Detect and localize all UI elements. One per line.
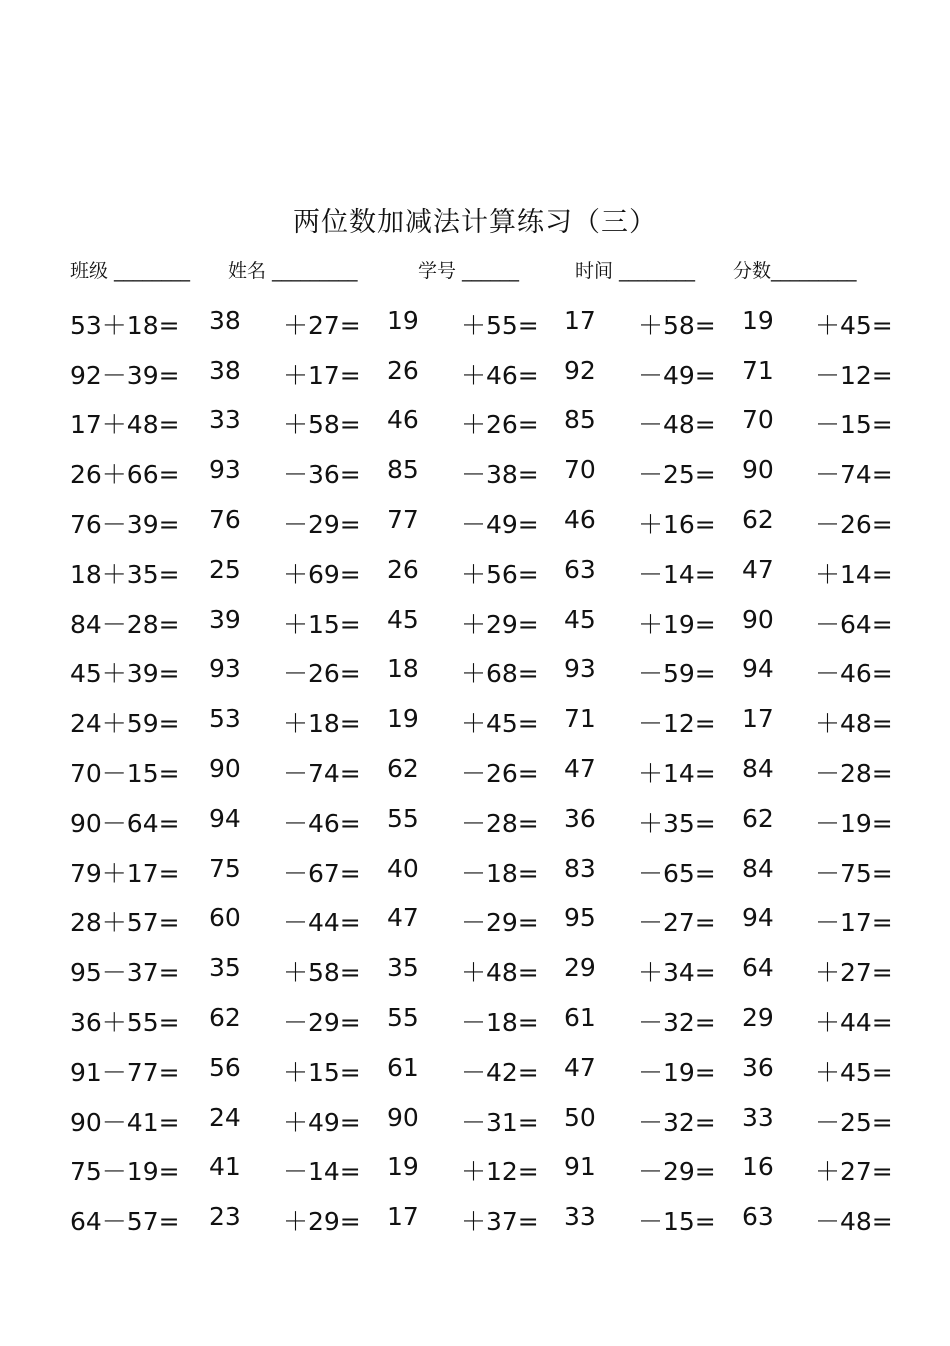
problem-expression: ＋29= [283,1207,361,1236]
problem-expression: －19= [815,809,893,838]
problem-row [0,754,950,788]
problem-expression: －36= [283,460,361,489]
problem-expression: －25= [815,1108,893,1137]
problem-expression: 91－77= [70,1058,180,1087]
problem-expression: －46= [815,659,893,688]
problem-number: 35 [209,953,241,982]
problem-expression: ＋16= [638,510,716,539]
problem-expression: ＋58= [283,410,361,439]
problem-expression: －29= [461,908,539,937]
problem-number: 53 [209,704,241,733]
problem-expression: －48= [638,410,716,439]
problem-expression: ＋56= [461,560,539,589]
problem-row [0,903,950,937]
problem-row [0,953,950,987]
problem-expression: ＋46= [461,361,539,390]
problem-expression: 76－39= [70,510,180,539]
problem-expression: －38= [461,460,539,489]
problem-number: 33 [209,405,241,434]
problem-row [0,804,950,838]
problem-row [0,854,950,888]
problem-number: 47 [564,754,596,783]
problem-row [0,1103,950,1137]
problem-row [0,505,950,539]
problem-expression: －28= [815,759,893,788]
problem-expression: 92－39= [70,361,180,390]
problem-number: 75 [209,854,241,883]
problem-expression: 75－19= [70,1157,180,1186]
problem-number: 90 [742,605,774,634]
problem-number: 70 [742,405,774,434]
problem-expression: ＋44= [815,1008,893,1037]
problem-expression: ＋18= [283,709,361,738]
problem-number: 93 [209,654,241,683]
problem-row [0,1202,950,1236]
student-id-field: 学号 ______ [418,260,520,282]
problem-expression: －48= [815,1207,893,1236]
problem-expression: 64－57= [70,1207,180,1236]
problem-expression: －27= [638,908,716,937]
problem-expression: －26= [815,510,893,539]
problem-number: 45 [387,605,419,634]
problem-number: 62 [387,754,419,783]
problem-expression: 24＋59= [70,709,180,738]
problem-number: 47 [387,903,419,932]
problem-expression: ＋19= [638,610,716,639]
problem-expression: －65= [638,859,716,888]
problem-expression: 18＋35= [70,560,180,589]
problem-expression: ＋17= [283,361,361,390]
problem-expression: 90－41= [70,1108,180,1137]
problem-number: 70 [564,455,596,484]
problem-number: 46 [564,505,596,534]
problem-number: 84 [742,754,774,783]
problem-row [0,306,950,340]
problem-number: 76 [209,505,241,534]
problem-expression: －32= [638,1008,716,1037]
problem-expression: ＋68= [461,659,539,688]
problem-number: 55 [387,804,419,833]
problem-expression: －28= [461,809,539,838]
problem-expression: ＋45= [461,709,539,738]
problem-number: 17 [564,306,596,335]
problem-number: 95 [564,903,596,932]
problem-number: 94 [209,804,241,833]
problem-expression: －12= [638,709,716,738]
problem-number: 36 [742,1053,774,1082]
problem-expression: ＋58= [283,958,361,987]
problem-expression: －49= [461,510,539,539]
problem-expression: ＋29= [461,610,539,639]
problem-number: 62 [742,505,774,534]
problem-expression: －59= [638,659,716,688]
problem-row [0,654,950,688]
problem-expression: ＋37= [461,1207,539,1236]
problem-expression: －15= [815,410,893,439]
problem-number: 61 [564,1003,596,1032]
problem-expression: －18= [461,859,539,888]
problem-number: 41 [209,1152,241,1181]
problem-expression: ＋14= [815,560,893,589]
problem-number: 90 [742,455,774,484]
problem-number: 45 [564,605,596,634]
problem-expression: －32= [638,1108,716,1137]
problem-expression: －74= [815,460,893,489]
problem-expression: 79＋17= [70,859,180,888]
problem-expression: －12= [815,361,893,390]
problem-number: 19 [387,1152,419,1181]
class-field: 班级 ________ [70,260,191,282]
problem-row [0,356,950,390]
problem-expression: －29= [283,510,361,539]
problem-row [0,405,950,439]
problem-number: 47 [564,1053,596,1082]
problem-number: 56 [209,1053,241,1082]
problem-expression: ＋55= [461,311,539,340]
problem-expression: －42= [461,1058,539,1087]
problem-row [0,455,950,489]
page-title: 两位数加减法计算练习（三） [293,207,657,238]
problem-expression: ＋49= [283,1108,361,1137]
problem-number: 90 [387,1103,419,1132]
problem-expression: ＋48= [815,709,893,738]
problem-expression: －26= [461,759,539,788]
problem-expression: ＋27= [815,1157,893,1186]
problem-number: 47 [742,555,774,584]
problem-number: 38 [209,356,241,385]
problem-number: 62 [742,804,774,833]
problem-expression: 45＋39= [70,659,180,688]
problem-number: 84 [742,854,774,883]
problem-number: 40 [387,854,419,883]
problem-expression: 26＋66= [70,460,180,489]
problem-expression: －14= [638,560,716,589]
score-field: 分数_________ [733,260,857,282]
problem-number: 63 [742,1202,774,1231]
problem-expression: －17= [815,908,893,937]
problem-expression: －67= [283,859,361,888]
problem-number: 94 [742,654,774,683]
problem-number: 93 [564,654,596,683]
problem-expression: ＋27= [815,958,893,987]
problem-number: 35 [387,953,419,982]
problem-number: 55 [387,1003,419,1032]
problem-row [0,704,950,738]
problem-number: 39 [209,605,241,634]
problem-expression: 36＋55= [70,1008,180,1037]
problem-number: 38 [209,306,241,335]
problem-number: 29 [564,953,596,982]
problem-number: 94 [742,903,774,932]
problem-number: 93 [209,455,241,484]
problem-expression: ＋48= [461,958,539,987]
problem-expression: －18= [461,1008,539,1037]
problem-number: 18 [387,654,419,683]
problem-expression: 90－64= [70,809,180,838]
problem-row [0,555,950,589]
problem-expression: －14= [283,1157,361,1186]
problem-number: 29 [742,1003,774,1032]
problem-expression: －25= [638,460,716,489]
problem-expression: －31= [461,1108,539,1137]
problem-expression: ＋58= [638,311,716,340]
problem-number: 19 [387,306,419,335]
problem-expression: 28＋57= [70,908,180,937]
problem-number: 91 [564,1152,596,1181]
problem-number: 83 [564,854,596,883]
problem-number: 16 [742,1152,774,1181]
problem-expression: 17＋48= [70,410,180,439]
problem-expression: －19= [638,1058,716,1087]
problem-expression: ＋69= [283,560,361,589]
problem-expression: ＋26= [461,410,539,439]
problem-number: 71 [564,704,596,733]
problem-expression: 53＋18= [70,311,180,340]
problem-number: 19 [387,704,419,733]
problem-expression: ＋12= [461,1157,539,1186]
problem-expression: －74= [283,759,361,788]
problem-number: 19 [742,306,774,335]
problem-number: 24 [209,1103,241,1132]
problem-expression: －49= [638,361,716,390]
student-info-line [70,256,890,284]
problem-number: 33 [742,1103,774,1132]
problem-number: 85 [387,455,419,484]
problem-expression: ＋45= [815,311,893,340]
problem-expression: ＋14= [638,759,716,788]
problem-row [0,605,950,639]
problem-number: 85 [564,405,596,434]
problem-expression: －15= [638,1207,716,1236]
problem-number: 63 [564,555,596,584]
problem-row [0,1152,950,1186]
problem-number: 26 [387,356,419,385]
problem-number: 17 [387,1202,419,1231]
problem-number: 77 [387,505,419,534]
time-field: 时间 ________ [575,260,696,282]
problem-number: 64 [742,953,774,982]
problem-expression: 95－37= [70,958,180,987]
problem-expression: ＋15= [283,1058,361,1087]
problem-expression: ＋35= [638,809,716,838]
problem-expression: ＋34= [638,958,716,987]
problem-number: 71 [742,356,774,385]
problem-number: 36 [564,804,596,833]
name-field: 姓名 _________ [228,260,358,282]
problem-expression: －29= [638,1157,716,1186]
problem-number: 25 [209,555,241,584]
problem-row [0,1053,950,1087]
problem-number: 50 [564,1103,596,1132]
problem-expression: －75= [815,859,893,888]
problem-number: 62 [209,1003,241,1032]
problem-expression: －44= [283,908,361,937]
problem-number: 46 [387,405,419,434]
problem-expression: 70－15= [70,759,180,788]
problem-number: 26 [387,555,419,584]
problem-expression: ＋45= [815,1058,893,1087]
problem-number: 23 [209,1202,241,1231]
problem-expression: －29= [283,1008,361,1037]
problem-expression: －46= [283,809,361,838]
problem-row [0,1003,950,1037]
problem-expression: ＋27= [283,311,361,340]
problem-number: 60 [209,903,241,932]
problem-expression: ＋15= [283,610,361,639]
problem-number: 61 [387,1053,419,1082]
problem-expression: －64= [815,610,893,639]
problem-expression: 84－28= [70,610,180,639]
problem-number: 90 [209,754,241,783]
problem-expression: －26= [283,659,361,688]
problem-number: 92 [564,356,596,385]
problem-number: 33 [564,1202,596,1231]
problem-number: 17 [742,704,774,733]
